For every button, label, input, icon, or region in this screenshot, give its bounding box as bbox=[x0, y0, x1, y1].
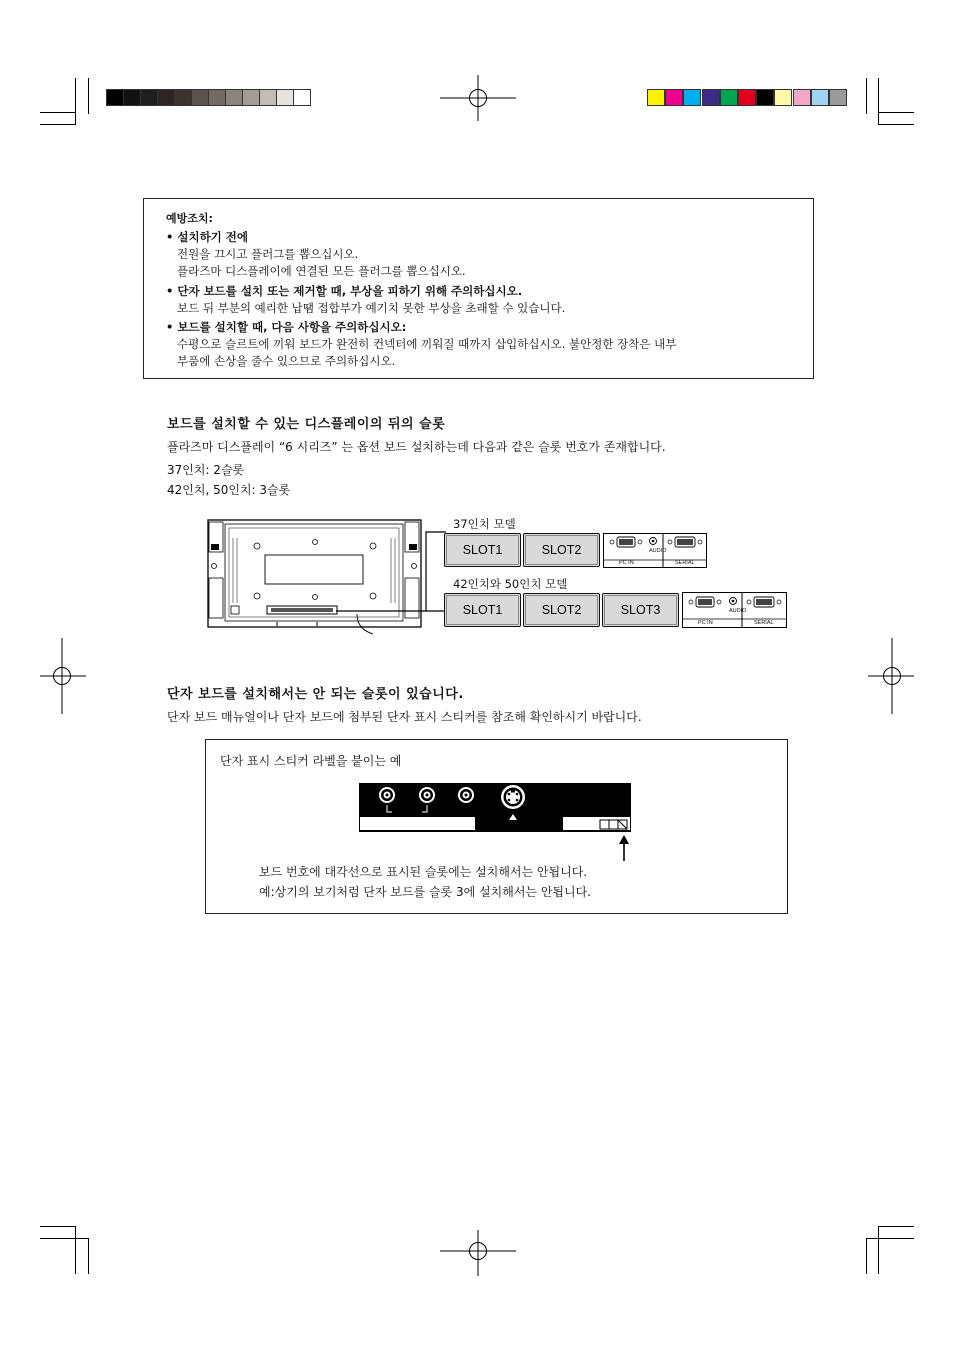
io-42-pc-in-label: PC IN bbox=[698, 620, 713, 626]
sticker-example-title: 단자 표시 스티커 라벨을 붙이는 예 bbox=[220, 754, 402, 768]
io-42-audio-label: AUDIO bbox=[729, 608, 747, 614]
slots-37-inch: 37인치: 2슬롯 bbox=[167, 463, 245, 477]
color-bar-swatch bbox=[738, 89, 756, 106]
gray-bar-swatch bbox=[276, 89, 294, 106]
terminal-section-intro: 단자 보드 매뉴얼이나 단자 보드에 첨부된 단자 표시 스티커를 참조해 확인하시기 바랍니다. bbox=[167, 710, 642, 724]
color-bar-swatch bbox=[829, 89, 847, 106]
slots-section-heading: 보드를 설치할 수 있는 디스플레이의 뒤의 슬롯 bbox=[167, 417, 446, 432]
gray-bar-swatch bbox=[242, 89, 260, 106]
precaution-box bbox=[143, 198, 814, 379]
precaution-item-3-line-2: 부품에 손상을 줄수 있으므로 주의하십시오. bbox=[177, 354, 396, 368]
model-37-label: 37인치 모델 bbox=[453, 517, 516, 531]
sticker-note-2: 예:상기의 보기처럼 단자 보드를 슬롯 3에 설치해서는 안됩니다. bbox=[259, 885, 591, 899]
slot-42-1: SLOT1 bbox=[444, 593, 521, 627]
terminal-section-heading: 단자 보드를 설치해서는 안 되는 슬롯이 있습니다. bbox=[167, 687, 464, 702]
terminal-board-illustration bbox=[359, 783, 631, 832]
gray-bar-swatch bbox=[157, 89, 175, 106]
precaution-item-1-heading: • 설치하기 전에 bbox=[166, 230, 249, 244]
gray-bar-swatch bbox=[123, 89, 141, 106]
terminal-board-drawing bbox=[359, 783, 631, 832]
io-panel-37 bbox=[603, 533, 707, 568]
gray-bar-swatch bbox=[293, 89, 311, 106]
slot-37-1: SLOT1 bbox=[444, 533, 521, 567]
color-bar-swatch bbox=[702, 89, 720, 106]
precaution-title: 예방조치: bbox=[166, 212, 213, 225]
color-bar-swatch bbox=[793, 89, 811, 106]
precaution-item-3-line-1: 수평으로 슬르트에 끼워 보드가 완전히 컨넥터에 끼워질 때까지 삽입하십시오. 불안정한 장착은 내부 bbox=[177, 337, 677, 351]
slots-42-50-inch: 42인치, 50인치: 3슬롯 bbox=[167, 483, 291, 497]
registration-target-right-icon bbox=[868, 638, 914, 714]
color-bar-swatch bbox=[774, 89, 792, 106]
io-42-serial-label: SERIAL bbox=[754, 620, 774, 626]
color-bar-swatch bbox=[647, 89, 665, 106]
sticker-note-1: 보드 번호에 대각선으로 표시된 슬롯에는 설치해서는 안됩니다. bbox=[259, 865, 588, 879]
color-bar-swatch bbox=[756, 89, 774, 106]
gray-bar-swatch bbox=[225, 89, 243, 106]
precaution-item-3-heading: • 보드를 설치할 때, 다음 사항을 주의하십시오: bbox=[166, 320, 407, 334]
color-bar-swatch bbox=[683, 89, 701, 106]
precaution-item-2-heading: • 단자 보드를 설치 또는 제거할 때, 부상을 피하기 위해 주의하십시오. bbox=[166, 284, 523, 298]
registration-target-bottom-icon bbox=[440, 1230, 516, 1276]
precaution-item-1-line-1: 전원을 끄시고 플러그를 뽑으십시오. bbox=[177, 247, 359, 261]
gray-bar-swatch bbox=[106, 89, 124, 106]
slot-42-2: SLOT2 bbox=[523, 593, 600, 627]
gray-bar-swatch bbox=[191, 89, 209, 106]
color-bar-swatch bbox=[811, 89, 829, 106]
registration-target-top-icon bbox=[440, 75, 516, 121]
sticker-example-box bbox=[205, 739, 788, 914]
gray-bar-swatch bbox=[208, 89, 226, 106]
gray-bar-swatch bbox=[259, 89, 277, 106]
precaution-item-1-line-2: 플라즈마 디스플레이에 연결된 모든 플러그를 뽑으십시오. bbox=[177, 264, 466, 278]
precaution-item-2-line-1: 보드 뒤 부분의 예리한 납땜 접합부가 예기치 못한 부상을 초래할 수 있습니다. bbox=[177, 301, 566, 315]
gray-bar-swatch bbox=[140, 89, 158, 106]
slot-37-2: SLOT2 bbox=[523, 533, 600, 567]
slot-42-3: SLOT3 bbox=[602, 593, 679, 627]
arrow-up-icon bbox=[617, 835, 631, 861]
color-bar-swatch bbox=[720, 89, 738, 106]
model-42-50-label: 42인치와 50인치 모델 bbox=[453, 577, 568, 591]
io-37-pc-in-label: PC IN bbox=[619, 560, 634, 566]
gray-bar-swatch bbox=[174, 89, 192, 106]
io-37-serial-label: SERIAL bbox=[675, 560, 695, 566]
color-bar-swatch bbox=[665, 89, 683, 106]
io-panel-42 bbox=[682, 592, 787, 628]
callout-lines bbox=[336, 530, 448, 614]
io-37-audio-label: AUDIO bbox=[649, 548, 667, 554]
registration-target-left-icon bbox=[40, 638, 86, 714]
slots-section-intro: 플라즈마 디스플레이 “6 시리즈” 는 옵션 보드 설치하는데 다음과 같은 슬롯 번호가 존재합니다. bbox=[167, 440, 666, 454]
